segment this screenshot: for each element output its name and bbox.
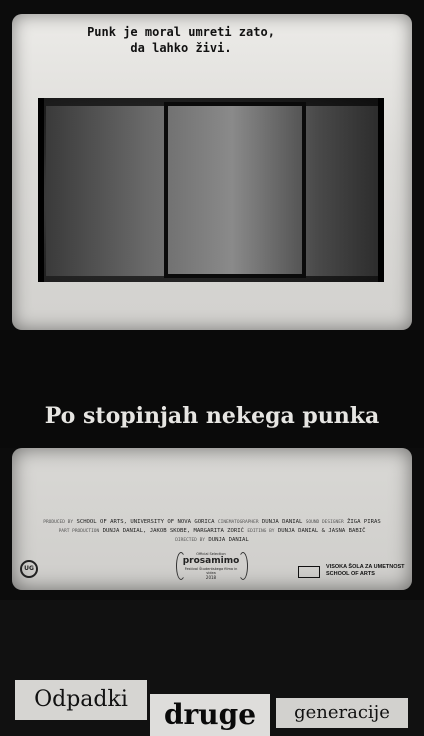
credit-value: DUNJA DANIAL: [261, 519, 303, 525]
credit-value: DUNJA DANIAL: [208, 537, 249, 543]
credit-label: CINEMATOGRAPHER: [217, 520, 259, 525]
title-word-druge: druge: [150, 694, 270, 736]
credit-label: PART PRODUCTION: [58, 529, 100, 534]
festival-name: prosamimo: [182, 556, 240, 566]
tagline-line2: da lahko živi.: [130, 41, 232, 55]
credit-value: DUNJA DANIAL & JASNA BABIČ: [277, 528, 366, 534]
festival-sub: Festival Študentskega filma in videa: [184, 567, 238, 575]
credit-label: SOUND DESIGNER: [305, 520, 344, 525]
festival-laurel: [180, 552, 242, 586]
film-edge-right: [378, 98, 384, 282]
credits-row-1: [18, 518, 406, 527]
credits-row-3: [18, 536, 406, 545]
school-logo-icon: [298, 566, 320, 578]
subtitle: Po stopinjah nekega punka: [44, 403, 380, 429]
school-name: [326, 564, 406, 578]
film-edge-left: [38, 98, 44, 282]
school-line1: VISOKA ŠOLA ZA UMETNOST: [326, 564, 405, 570]
credits-block: [18, 518, 406, 545]
credit-value: DUNJA DANIAL, JAKOB SKOBE, MARGARITA ZORIĆ: [102, 528, 245, 534]
film-frame-border: [164, 102, 306, 278]
tagline: [56, 24, 306, 56]
credit-label: DIRECTED BY: [175, 538, 205, 543]
credit-value: SCHOOL OF ARTS, UNIVERSITY OF NOVA GORICA: [76, 519, 215, 525]
title-word-odpadki: Odpadki: [15, 680, 147, 720]
school-line2: SCHOOL OF ARTS: [326, 571, 375, 577]
university-logo-mark: UG: [24, 565, 34, 572]
credit-value: ŽIGA PIRAS: [347, 519, 381, 525]
title-band: [0, 330, 424, 448]
film-photo: [38, 98, 384, 282]
festival-year: 2018: [205, 575, 217, 580]
title-word-generacije: generacije: [276, 698, 408, 728]
tagline-line1: Punk je moral umreti zato,: [87, 25, 275, 39]
credit-label: EDITING BY: [247, 529, 275, 534]
credits-row-2: [18, 527, 406, 536]
festival-top: Official Selection: [196, 552, 226, 556]
credit-label: PRODUCED BY: [43, 520, 74, 525]
